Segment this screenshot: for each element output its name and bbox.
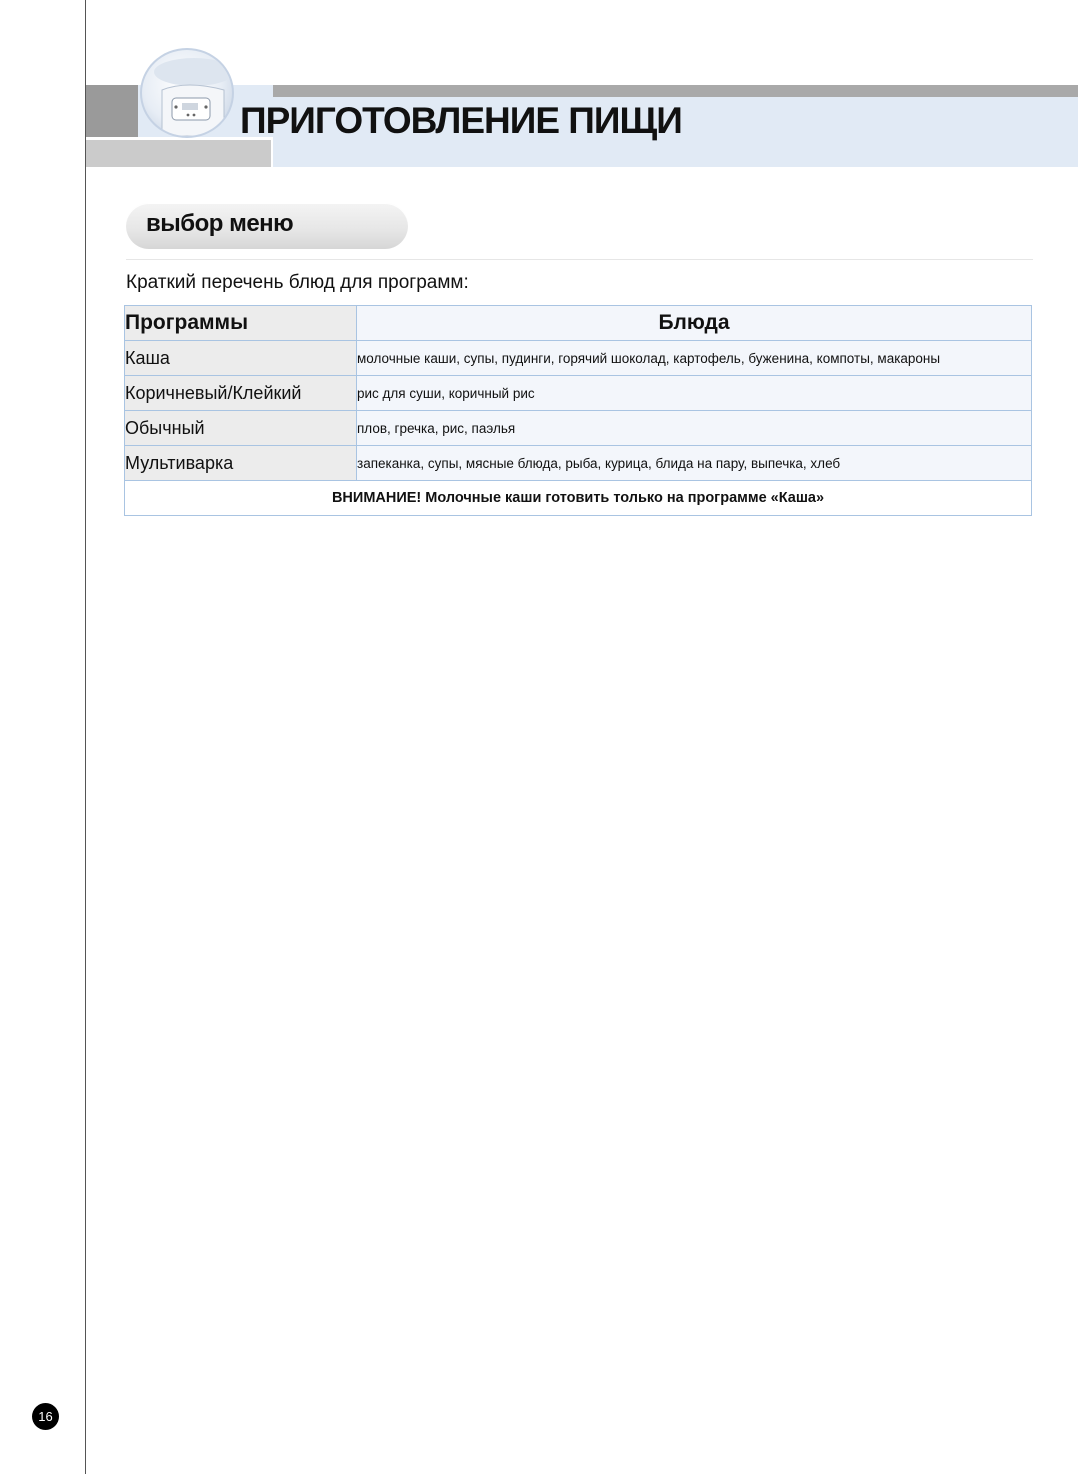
- table-note-row: [125, 481, 1032, 516]
- intro-text: Краткий перечень блюд для программ:: [126, 272, 469, 293]
- column-header-programs: Программы: [125, 306, 357, 341]
- dishes-cell: запеканка, супы, мясные блюда, рыба, курица, блида на пару, выпечка, хлеб: [357, 446, 1032, 481]
- page-title: ПРИГОТОВЛЕНИЕ ПИЩИ: [240, 100, 682, 141]
- margin-line: [85, 0, 86, 1474]
- dishes-cell: молочные каши, супы, пудинги, горячий шоколад, картофель, буженина, компоты, макароны: [357, 341, 1032, 376]
- dishes-cell: рис для суши, коричный рис: [357, 376, 1032, 411]
- dishes-cell: плов, гречка, рис, паэлья: [357, 411, 1032, 446]
- program-cell: Обычный: [125, 411, 357, 446]
- table-row: [125, 411, 1032, 446]
- program-cell: Каша: [125, 341, 357, 376]
- page-number: 16: [32, 1403, 59, 1430]
- warning-note: ВНИМАНИЕ! Молочные каши готовить только на программе «Каша»: [125, 481, 1032, 516]
- section-divider: [126, 259, 1033, 260]
- table-row: [125, 341, 1032, 376]
- program-cell: Мультиварка: [125, 446, 357, 481]
- section-heading-label: выбор меню: [146, 210, 294, 237]
- table-header-row: [125, 306, 1032, 341]
- header-band-left: [86, 85, 138, 137]
- program-table: [124, 305, 1032, 516]
- cooker-icon: [140, 48, 234, 138]
- program-cell: Коричневый/Клейкий: [125, 376, 357, 411]
- header-band-bottom: [86, 140, 271, 167]
- column-header-dishes: Блюда: [357, 306, 1032, 341]
- header-band-top: [273, 85, 1078, 97]
- section-heading: [126, 203, 408, 249]
- table-row: [125, 376, 1032, 411]
- table-row: [125, 446, 1032, 481]
